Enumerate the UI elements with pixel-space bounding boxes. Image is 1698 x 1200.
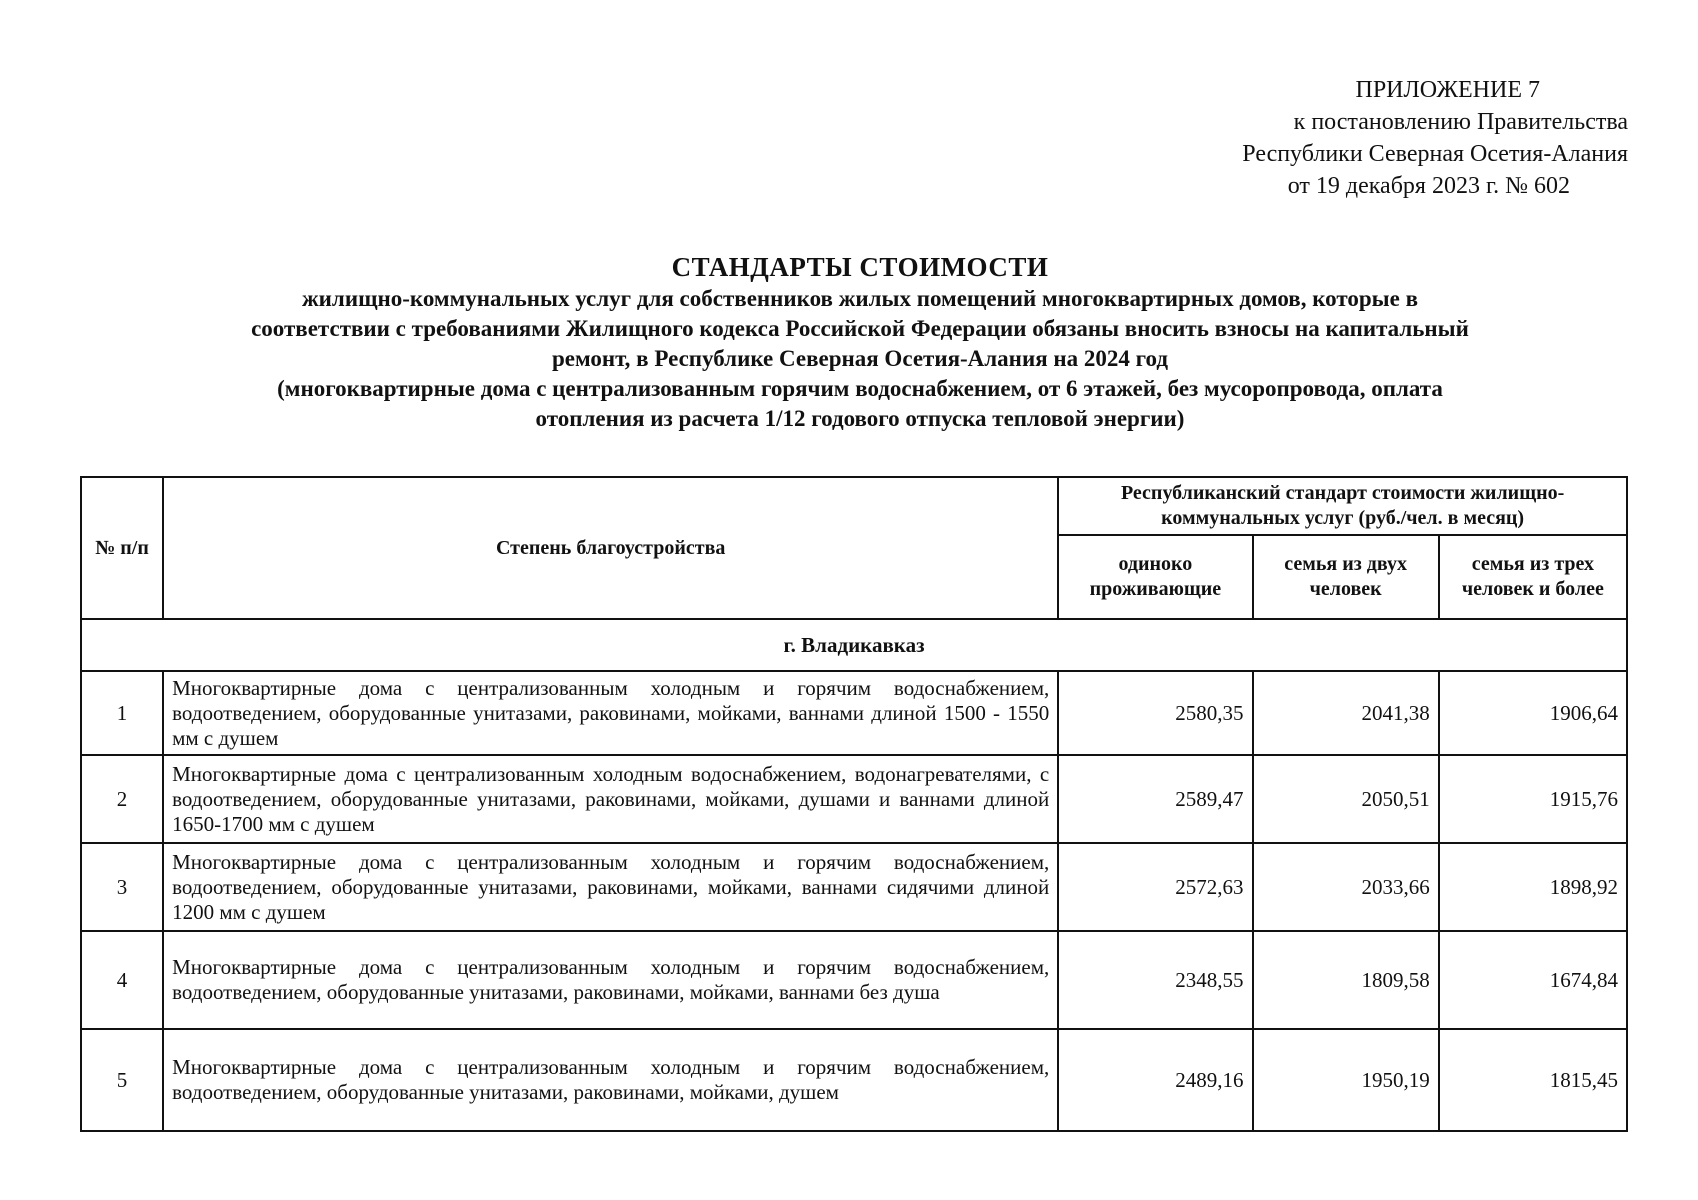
header-single: одиноко проживающие — [1058, 535, 1252, 619]
row-description: Многоквартирные дома с централизованным холодным и горячим водоснабжением, водоотведением, оборудованные унитазами, раковинами, мойками, ваннами без душа — [163, 931, 1058, 1029]
table-row — [81, 755, 1627, 843]
row-value-single: 2348,55 — [1058, 931, 1252, 1029]
row-number: 4 — [81, 931, 163, 1029]
row-number: 1 — [81, 671, 163, 755]
appendix-line-date: от 19 декабря 2023 г. № 602 — [1287, 173, 1570, 199]
row-value-three: 1674,84 — [1439, 931, 1627, 1029]
row-value-three: 1815,45 — [1439, 1029, 1627, 1131]
appendix-line-republic: Республики Северная Осетия-Алания — [1242, 141, 1628, 167]
header-three-persons: семья из трех человек и более — [1439, 535, 1627, 619]
document-subtitle-line-1: жилищно-коммунальных услуг для собственников жилых помещений многоквартирных домов, которые в — [301, 286, 1418, 311]
table-row — [81, 931, 1627, 1029]
row-value-two: 2041,38 — [1253, 671, 1439, 755]
row-value-two: 2050,51 — [1253, 755, 1439, 843]
section-row — [81, 619, 1627, 671]
header-two-persons: семья из двух человек — [1253, 535, 1439, 619]
row-description: Многоквартирные дома с централизованным холодным водоснабжением, водонагревателями, с водоотведением, оборудованные унитазами, раковинами, мойками, душами и ваннами длиной 1650-1700 мм с душем — [163, 755, 1058, 843]
row-value-two: 1950,19 — [1253, 1029, 1439, 1131]
section-label: г. Владикавказ — [81, 619, 1627, 671]
row-value-two: 2033,66 — [1253, 843, 1439, 931]
document-heading — [80, 250, 1640, 434]
row-value-three: 1906,64 — [1439, 671, 1627, 755]
table-row — [81, 671, 1627, 755]
row-value-two: 1809,58 — [1253, 931, 1439, 1029]
document-subtitle-line-5: отопления из расчета 1/12 годового отпуска тепловой энергии) — [535, 406, 1185, 431]
row-description: Многоквартирные дома с централизованным холодным и горячим водоснабжением, водоотведением, оборудованные унитазами, раковинами, мойками, ваннами сидячими длиной 1200 мм с душем — [163, 843, 1058, 931]
header-standard: Республиканский стандарт стоимости жилищно-коммунальных услуг (руб./чел. в месяц) — [1058, 477, 1627, 535]
row-number: 2 — [81, 755, 163, 843]
header-degree: Степень благоустройства — [163, 477, 1058, 619]
row-value-three: 1898,92 — [1439, 843, 1627, 931]
row-value-single: 2489,16 — [1058, 1029, 1252, 1131]
appendix-title: ПРИЛОЖЕНИЕ 7 — [1355, 77, 1540, 103]
table-row — [81, 1029, 1627, 1131]
table-row — [81, 843, 1627, 931]
row-number: 5 — [81, 1029, 163, 1131]
row-description: Многоквартирные дома с централизованным холодным и горячим водоснабжением, водоотведением, оборудованные унитазами, раковинами, мойками, душем — [163, 1029, 1058, 1131]
row-value-single: 2580,35 — [1058, 671, 1252, 755]
cost-standards-table — [80, 476, 1628, 1132]
appendix-block — [1108, 74, 1628, 202]
document-title: СТАНДАРТЫ СТОИМОСТИ — [671, 252, 1049, 282]
row-value-single: 2572,63 — [1058, 843, 1252, 931]
document-subtitle-line-4: (многоквартирные дома с централизованным горячим водоснабжением, от 6 этажей, без мусоропровода, оплата — [277, 376, 1443, 401]
document-subtitle-line-3: ремонт, в Республике Северная Осетия-Алания на 2024 год — [552, 346, 1168, 371]
header-number: № п/п — [81, 477, 163, 619]
appendix-line-resolution: к постановлению Правительства — [1293, 109, 1628, 135]
row-value-three: 1915,76 — [1439, 755, 1627, 843]
row-number: 3 — [81, 843, 163, 931]
row-value-single: 2589,47 — [1058, 755, 1252, 843]
row-description: Многоквартирные дома с централизованным холодным и горячим водоснабжением, водоотведением, оборудованные унитазами, раковинами, мойками, ваннами длиной 1500 - 1550 мм с душем — [163, 671, 1058, 755]
document-subtitle-line-2: соответствии с требованиями Жилищного кодекса Российской Федерации обязаны вносить взносы на капитальный — [251, 316, 1469, 341]
